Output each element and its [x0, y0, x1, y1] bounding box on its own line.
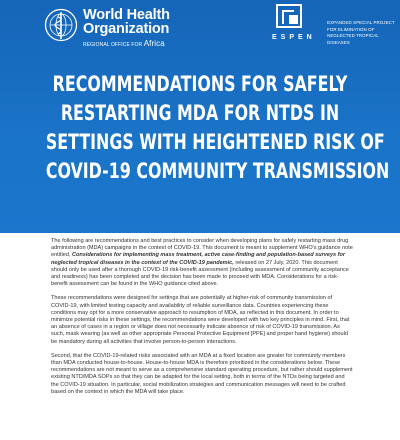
paragraph-1-text-a: The following are recommendations and best practices to consider when developing plans for safely restarting mass drug administration (MDA) campaigns in the context of COVID-19. This document is meant to supplement WHO's guidance note entitled, [51, 238, 353, 259]
espen-line1: EXPANDED SPECIAL PROJECT [327, 20, 395, 25]
paragraph-2: These recommendations were designed for settings that are potentially at higher-risk of community transmission of COVID-19, with limited testing capacity and availability of reliable surveillance data. Countries experiencing these conditions may opt for a more conservative approach to resumption of MDA, as reflected in this document. In order to minimize potential risks in these settings, the recommendations were developed with two key principles in mind. First, that an absence of cases in a region or village does not necessarily indicate absence of risk of COVID-19 transmission. As such, mask wearing (as well as other appropriate Personal Protective Equipment [PPE] and proper hand hygiene) should be mandatory during all activities that involve person-to-person interactions. [51, 295, 350, 345]
espen-line3: NEGLECTED TROPICAL DISEASES [327, 33, 379, 45]
espen-description [327, 4, 400, 48]
espen-letters: ESPEN [272, 34, 316, 41]
paragraph-1 [51, 238, 353, 288]
title-line1: RECOMMENDATIONS FOR SAFELY [52, 72, 348, 97]
document-body [51, 238, 353, 403]
espen-mark-icon [272, 4, 322, 48]
who-name-line1: World Health [83, 7, 170, 23]
who-name-line2: Organization [83, 21, 170, 37]
who-region-label [83, 39, 170, 48]
who-region-prefix: REGIONAL OFFICE FOR [83, 42, 143, 48]
espen-logo [272, 4, 400, 48]
paragraph-1-text-b: released on 27 July, 2020. This document should only be used after a thorough COVID-19 risk-benefit assessment (including assessment of community acceptance and readiness) has been completed and the decision has been made to proceed with MDA. Considerations for a risk-benefit assessment can be found in the WHO guidance cited above. [51, 259, 349, 288]
title-line4: COVID-19 COMMUNITY TRANSMISSION [45, 159, 390, 184]
page-title [45, 70, 390, 186]
who-logo [44, 8, 170, 48]
paragraph-3: Second, that the COVID-19-related risks associated with an MDA at a fixed location are greater for community members than MDA conducted house-to-house. House-to-house MDA is therefore prioritized in the considerations below. These recommendations are not meant to serve as a comprehensive standard operating procedure, but rather should supplement existing NTD/MDA SOPs so that they can be adapted for the local setting, both in terms of the NTDs being targeted and the COVID-19 situation. In particular, social mobilization strategies and communication messages will need to be crafted based on the context in which the MDA will take place. [51, 352, 353, 395]
espen-line2: FOR ELIMINATION OF [327, 26, 375, 32]
title-line3: SETTINGS WITH HEIGHTENED RISK OF [45, 130, 385, 155]
who-region-name: Africa [143, 39, 165, 48]
who-emblem-icon [44, 8, 78, 42]
title-line2: RESTARTING MDA FOR NTDS IN [60, 101, 340, 126]
guidance-title-emphasis: Considerations for implementing mass treatment, active case-finding and population-based surveys for neglected tropical diseases in the context of the COVID-19 pandemic, [51, 252, 346, 266]
